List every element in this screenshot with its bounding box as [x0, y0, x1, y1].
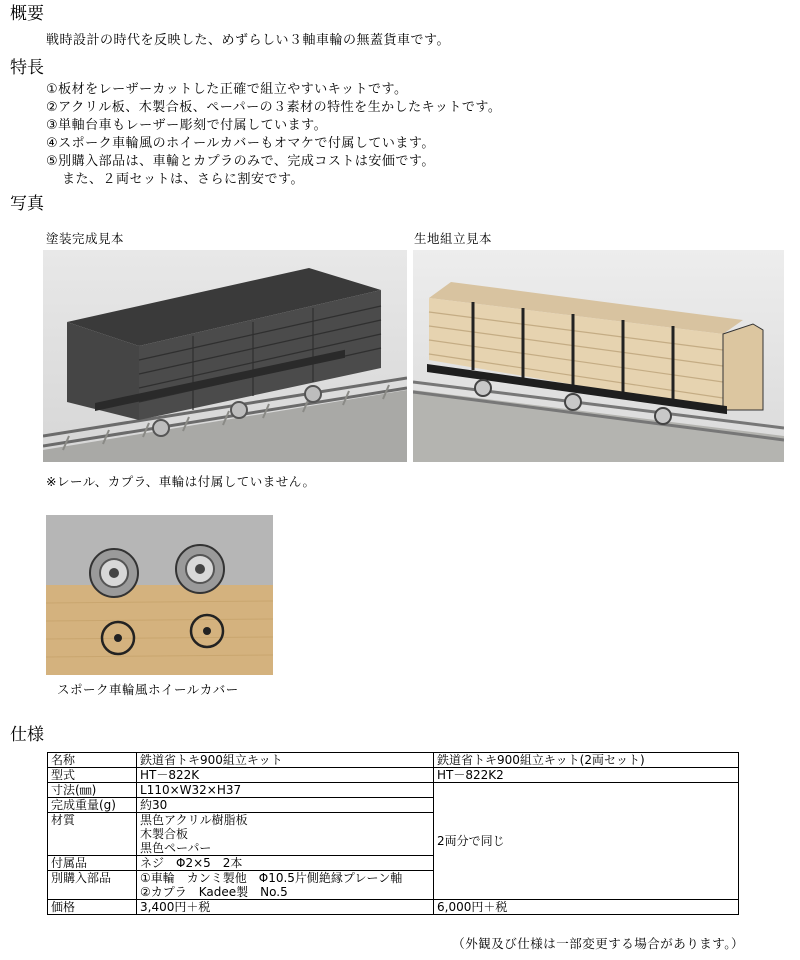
spec-value: 鉄道省トキ900組立キット [137, 753, 434, 768]
not-included-note: ※レール、カプラ、車輪は付属していません。 [46, 474, 316, 489]
footer-note: （外観及び仕様は一部変更する場合があります。） [452, 936, 744, 951]
parts-line: ①車輪 カンミ製他 Φ10.5片側絶縁プレーン軸 [140, 871, 403, 885]
feature-item-5: ⑤別購入部品は、車輪とカプラのみで、完成コストは安価です。 [46, 154, 435, 169]
wheel-cover-photo [46, 515, 273, 675]
spec-value [137, 871, 434, 900]
spec-table [47, 752, 739, 915]
features-heading: 特長 [10, 58, 44, 78]
feature-item-6: また、２両セットは、さらに割安です。 [62, 172, 304, 187]
spec-label: 材質 [48, 813, 137, 856]
painted-wagon-photo [43, 250, 407, 462]
spec-heading: 仕様 [10, 725, 44, 745]
spec-value-set: HT－822K2 [434, 768, 739, 783]
spec-same-note: 2両分で同じ [434, 783, 739, 900]
spec-row-model [48, 768, 739, 783]
spec-value-set: 鉄道省トキ900組立キット(2両セット) [434, 753, 739, 768]
spec-value [137, 813, 434, 856]
feature-item-1: ①板材をレーザーカットした正確で組立やすいキットです。 [46, 82, 408, 97]
material-line: 黒色ペーパー [140, 841, 212, 855]
feature-item-3: ③単軸台車もレーザー彫刻で付属しています。 [46, 118, 328, 133]
spec-label: 完成重量(g) [48, 798, 137, 813]
spec-value-set: 6,000円＋税 [434, 900, 739, 915]
spec-label: 名称 [48, 753, 137, 768]
spec-value: 約30 [137, 798, 434, 813]
spec-label: 別購入部品 [48, 871, 137, 900]
spec-label: 付属品 [48, 856, 137, 871]
material-line: 木製合板 [140, 827, 189, 841]
spec-value: 3,400円＋税 [137, 900, 434, 915]
wheel-cover-caption: スポーク車輪風ホイールカバー [57, 682, 239, 697]
raw-wagon-photo [413, 250, 784, 462]
spec-value: ネジ Φ2×5 2本 [137, 856, 434, 871]
spec-value: L110×W32×H37 [137, 783, 434, 798]
spec-value: HT－822K [137, 768, 434, 783]
spec-label: 寸法(㎜) [48, 783, 137, 798]
spec-label: 型式 [48, 768, 137, 783]
overview-heading: 概要 [10, 4, 44, 24]
spec-label: 価格 [48, 900, 137, 915]
feature-item-2: ②アクリル板、木製合板、ペーパーの３素材の特性を生かしたキットです。 [46, 100, 502, 115]
spec-row-name [48, 753, 739, 768]
feature-item-4: ④スポーク車輪風のホイールカバーもオマケで付属しています。 [46, 136, 435, 151]
photos-heading: 写真 [10, 194, 44, 214]
raw-sample-caption: 生地組立見本 [414, 231, 493, 246]
spec-row-dims [48, 783, 739, 798]
painted-sample-caption: 塗装完成見本 [46, 231, 125, 246]
overview-text: 戦時設計の時代を反映した、めずらしい３軸車輪の無蓋貨車です。 [46, 33, 450, 48]
parts-line: ②カプラ Kadee製 No.5 [140, 885, 288, 899]
material-line: 黒色アクリル樹脂板 [140, 813, 248, 827]
spec-row-price [48, 900, 739, 915]
